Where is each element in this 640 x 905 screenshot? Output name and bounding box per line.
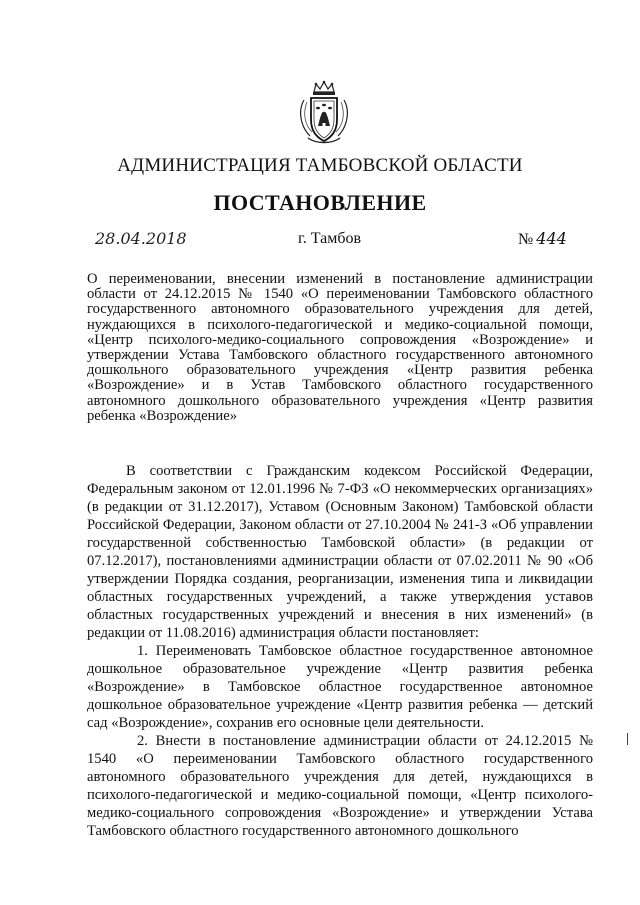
item-2-paragraph: 2. Внести в постановление администрации области от 24.12.2015 № 1540 «О переименовании Тамбовского областного государственного автономного образовательного учреждения для детей, нуждающихся в психолого-педагогической и медико-социальной помощи, «Центр психолого-медико-социального сопровождения «Возрождение» и утверждении Устава Тамбовского областного государственного автономного дошкольного [87, 733, 593, 839]
margin-mark [627, 733, 631, 745]
document-date: 28.04.2018 [95, 229, 187, 248]
number-value: 444 [536, 229, 567, 248]
document-body [87, 462, 593, 840]
document-type-title: ПОСТАНОВЛЕНИЕ [213, 190, 427, 215]
document-city: г. Тамбов [298, 230, 362, 247]
document-number [518, 229, 567, 249]
preamble-paragraph: В соответствии с Гражданским кодексом Российской Федерации, Федеральным законом от 12.01.1996 № 7-ФЗ «О некоммерческих организациях» (в редакции от 31.12.2017), Уставом (Основным Законом) Тамбовской области Российской Федерации, Законом области от 27.10.2004 № 241-З «Об управлении государственной собственностью Тамбовской области» (в редакции от 07.12.2017), постановлениями администрации области от 07.02.2011 № 90 «Об утверждении Порядка создания, реорганизации, изменения типа и ликвидации областных государственных учреждений, а также утверждения уставов областных государственных учреждений и внесения в них изменений» (в редакции от 11.08.2016) администрация области постановляет: [87, 463, 593, 641]
number-label: № [518, 231, 534, 248]
agency-title: АДМИНИСТРАЦИЯ ТАМБОВСКОЙ ОБЛАСТИ [117, 155, 523, 176]
coat-of-arms-icon [296, 80, 352, 146]
document-subject: О переименовании, внесении изменений в постановление администрации области от 24.12.2015 № 1540 «О переименовании Тамбовского областного государственного автономного образовательного учреждения для детей, нуждающихся в психолого-педагогической и медико-социальной помощи, «Центр психолого-медико-социального сопровождения «Возрождение» и утверждении Устава Тамбовского областного государственного автономного дошкольного образовательного учреждения «Центр развития ребенка «Возрождение» и в Устав Тамбовского областного государственного автономного дошкольного образовательного учреждения «Центр развития ребенка «Возрождение» [87, 271, 593, 424]
item-1-paragraph: 1. Переименовать Тамбовское областное государственное автономное дошкольное образовательное учреждение «Центр развития ребенка «Возрождение» в Тамбовское областное государственное автономное дошкольное образовательное учреждение «Центр развития ребенка — детский сад «Возрождение», сохранив его основные цели деятельности. [87, 643, 593, 731]
